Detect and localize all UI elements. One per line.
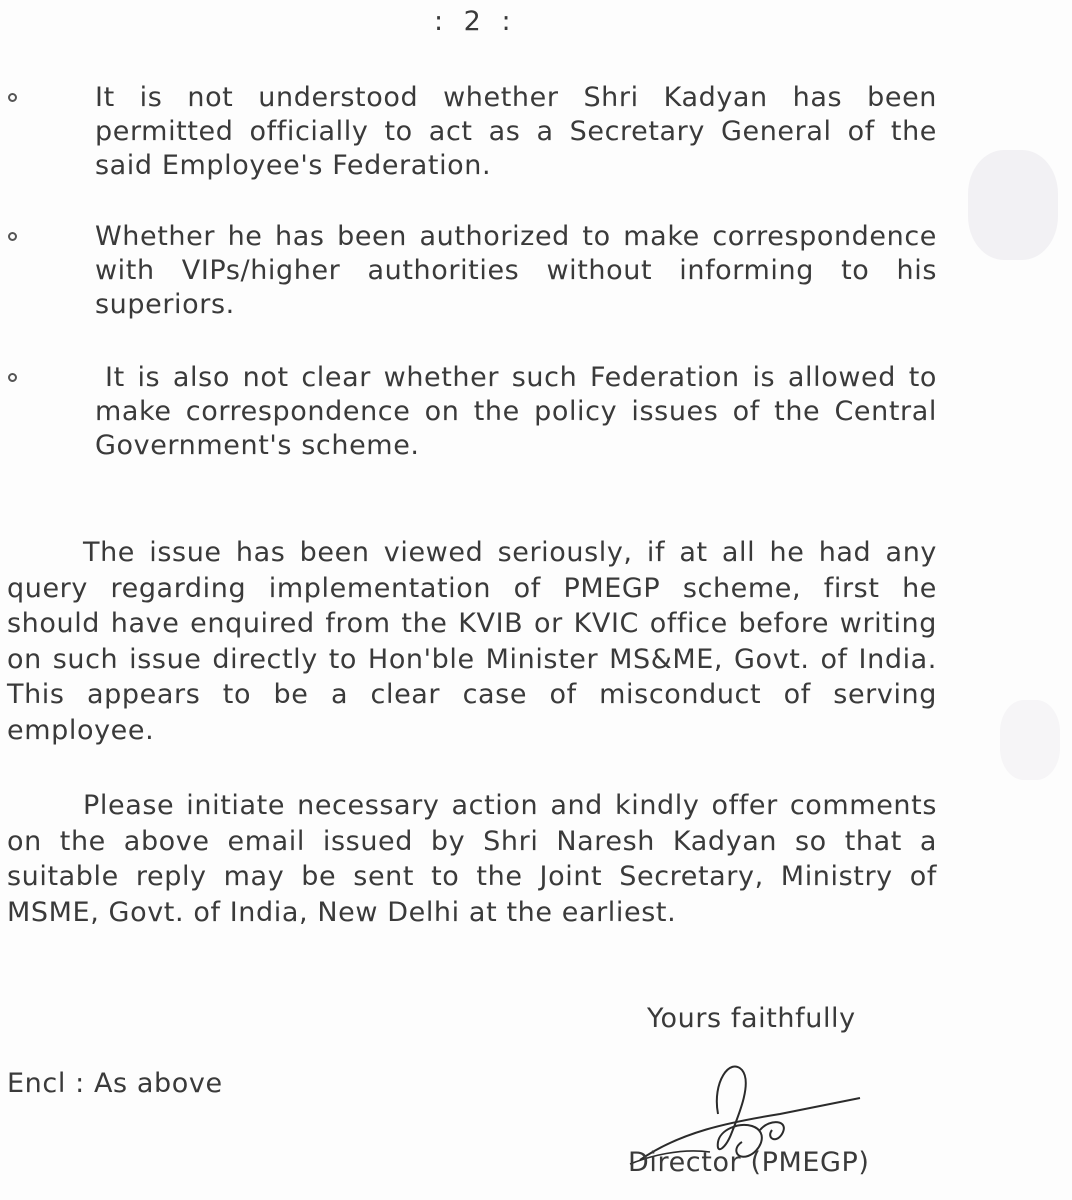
bullet-text: It is also not clear whether such Federation is allowed to make correspondence on the policy issues of the Central Government's scheme. — [95, 362, 937, 461]
bullet-icon — [8, 232, 17, 241]
bullet-icon — [8, 93, 17, 102]
closing-salutation: Yours faithfully — [647, 1003, 856, 1034]
body-paragraph: The issue has been viewed seriously, if at all he had any query regarding implementation of PMEGP scheme, first he should have enquired from the KVIB or KVIC office before writing on such issue directly to Hon'ble Minister MS&ME, Govt. of India. This appears to be a clear case of misconduct of serving employee. — [7, 537, 937, 746]
bullet-text: It is not understood whether Shri Kadyan has been permitted officially to act as a Secretary General of the said Employee's Federation. — [95, 82, 937, 181]
signatory-designation: Director (PMEGP) — [628, 1147, 870, 1178]
scan-smudge — [1000, 700, 1060, 780]
body-paragraph: Please initiate necessary action and kindly offer comments on the above email issued by Shri Naresh Kadyan so that a suitable reply may be sent to the Joint Secretary, Ministry of MSME, Govt. of India, New Delhi at the earliest. — [7, 790, 937, 928]
bullet-icon — [8, 373, 17, 382]
scan-smudge — [968, 150, 1058, 260]
bullet-text: Whether he has been authorized to make correspondence with VIPs/higher authorities without informing to his superiors. — [95, 221, 937, 320]
enclosure-note: Encl : As above — [7, 1068, 223, 1099]
page-number: : 2 : — [434, 6, 517, 37]
